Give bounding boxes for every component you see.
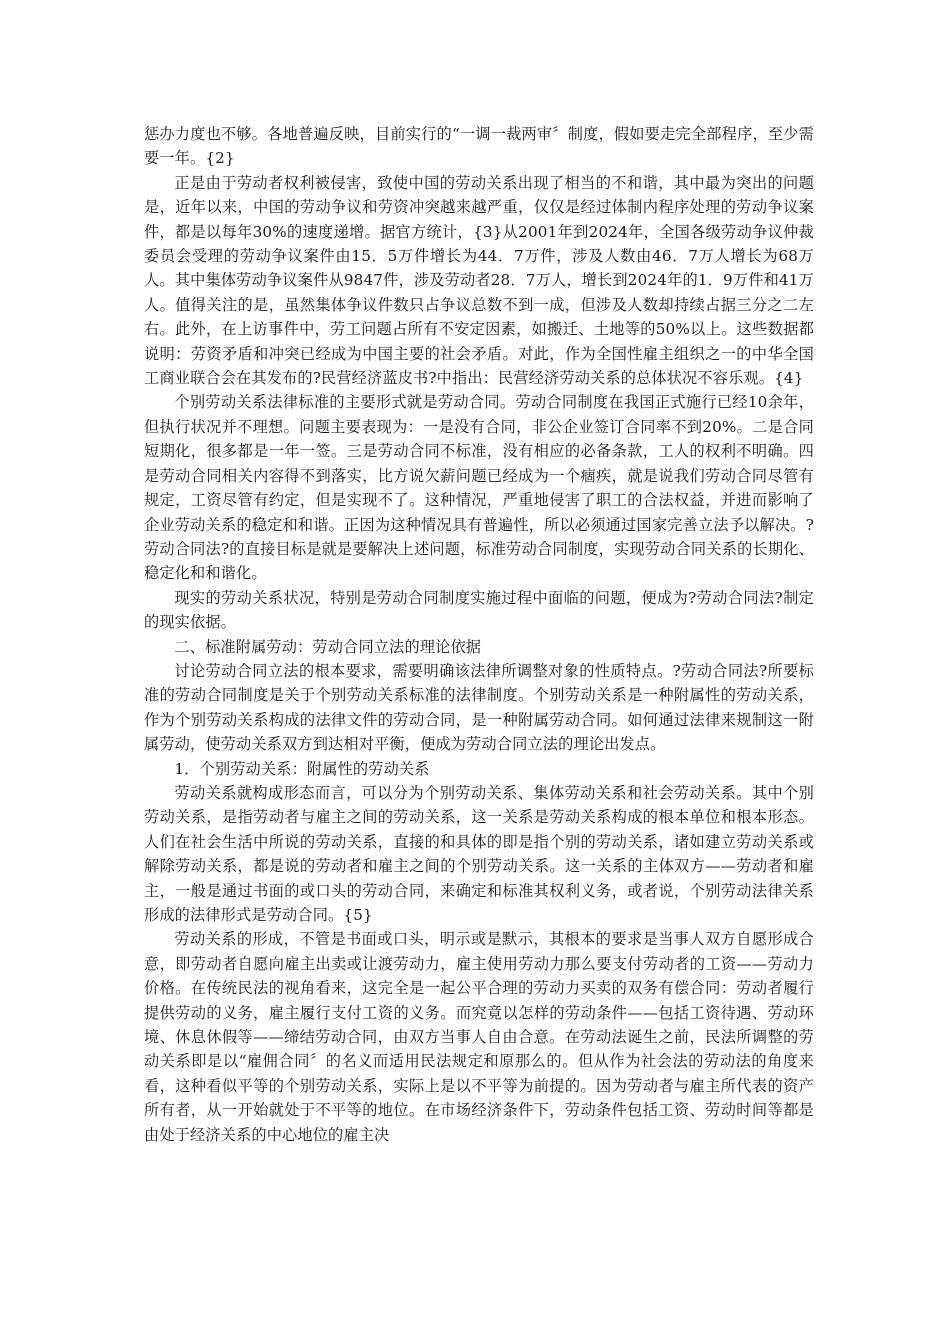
paragraph-3: 个别劳动关系法律标准的主要形式就是劳动合同。劳动合同制度在我国正式施行已经10余年，但执行状况并不理想。问题主要表现为：一是没有合同，非公企业签订合同率不到20%。二是合同短期化，很多都是一年一签。三是劳动合同不标准，没有相应的必备条款，工人的权利不明确。四是劳动合同相关内容得不到落实，比方说欠薪问题已经成为一个痼疾，就是说我们劳动合同尽管有规定，工资尽管有约定，但是实现不了。这种情况，严重地侵害了职工的合法权益，并进而影响了企业劳动关系的稳定和和谐。正因为这种情况具有普遍性，所以必须通过国家完善立法予以解决。?劳动合同法?的直接目标是就是要解决上述问题，标准劳动合同制度，实现劳动合同关系的长期化、稳定化和和谐化。	[144, 393, 814, 583]
paragraph-1: 惩办力度也不够。各地普遍反映，目前实行的“一调一裁两审〞制度，假如要走完全部程序，至少需要一年。{2}	[144, 125, 814, 168]
paragraph-2: 正是由于劳动者权利被侵害，致使中国的劳动关系出现了相当的不和谐，其中最为突出的问题是，近年以来，中国的劳动争议和劳资冲突越来越严重，仅仅是经过体制内程序处理的劳动争议案件，都是以每年30%的速度递增。据官方统计，{3}从2001年到2024年，全国各级劳动争议仲裁委员会受理的劳动争议案件由15．5万件增长为44．7万件，涉及人数由46．7万人增长为68万人。其中集体劳动争议案件从9847件，涉及劳动者28．7万人，增长到2024年的1．9万件和41万人。值得关注的是，虽然集体争议件数只占争议总数不到一成，但涉及人数却持续占据三分之二左右。此外，在上访事件中，劳工问题占所有不安定因素，如搬迁、土地等的50%以上。这些数据都说明：劳资矛盾和冲突已经成为中国主要的社会矛盾。对此，作为全国性雇主组织之一的中华全国工商业联合会在其发布的?民营经济蓝皮书?中指出：民营经济劳动关系的总体状况不容乐观。{4}	[144, 173, 814, 388]
paragraph-7: 劳动关系的形成，不管是书面或口头，明示或是默示，其根本的要求是当事人双方自愿形成合意，即劳动者自愿向雇主出卖或让渡劳动力，雇主使用劳动力那么要支付劳动者的工资——劳动力价格。在传统民法的视角看来，这完全是一起公平合理的劳动力买卖的双务有偿合同：劳动者履行提供劳动的义务，雇主履行支付工资的义务。而究竟以怎样的劳动条件——包括工资待遇、劳动环境、休息休假等——缔结劳动合同，由双方当事人自由合意。在劳动法诞生之前，民法所调整的劳动关系即是以“雇佣合同〞的名义而适用民法规定和原那么的。但从作为社会法的劳动法的角度来看，这种看似平等的个别劳动关系，实际上是以不平等为前提的。因为劳动者与雇主所代表的资产所有者，从一开始就处于不平等的地位。在市场经济条件下，劳动条件包括工资、劳动时间等都是由处于经济关系的中心地位的雇主决	[144, 930, 814, 1144]
paragraph-4: 现实的劳动关系状况，特别是劳动合同制度实施过程中面临的问题，便成为?劳动合同法?制定的现实依据。	[144, 588, 814, 632]
document-page	[144, 122, 814, 1147]
paragraph-6: 劳动关系就构成形态而言，可以分为个别劳动关系、集体劳动关系和社会劳动关系。其中个别劳动关系，是指劳动者与雇主之间的劳动关系，这一关系是劳动关系构成的根本单位和根本形态。人们在社会生活中所说的劳动关系，直接的和具体的即是指个别的劳动关系，诸如建立劳动关系或解除劳动关系，都是说的劳动者和雇主之间的个别劳动关系。这一关系的主体双方——劳动者和雇主，一般是通过书面的或口头的劳动合同，来确定和标准其权利义务，或者说，个别劳动法律关系形成的法律形式是劳动合同。{5}	[144, 783, 814, 924]
section-heading-2: 二、标准附属劳动：劳动合同立法的理论依据	[174, 637, 482, 656]
subsection-heading-1: 1．个别劳动关系：附属性的劳动关系	[174, 759, 430, 778]
paragraph-5: 讨论劳动合同立法的根本要求，需要明确该法律所调整对象的性质特点。?劳动合同法?所要标准的劳动合同制度是关于个别劳动关系标准的法律制度。个别劳动关系是一种附属性的劳动关系，作为个别劳动关系构成的法律文件的劳动合同，是一种附属劳动合同。如何通过法律来规制这一附属劳动，使劳动关系双方到达相对平衡，便成为劳动合同立法的理论出发点。	[144, 661, 814, 754]
